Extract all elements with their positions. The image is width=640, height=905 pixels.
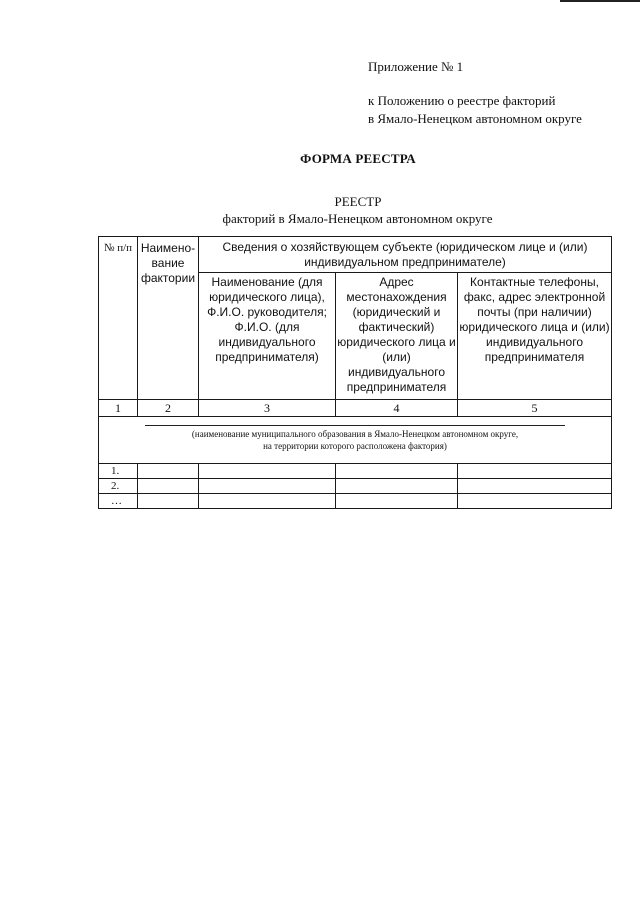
- table-cell: [138, 494, 199, 509]
- table-cell: [336, 494, 458, 509]
- header-number-label: № п/п: [103, 242, 133, 254]
- column-number: 2: [138, 400, 199, 417]
- appendix-reference-line2: в Ямало-Ненецком автономном округе: [368, 111, 582, 126]
- table-cell: [199, 464, 336, 479]
- municipality-fill-line: [145, 425, 565, 426]
- table-cell: [458, 464, 612, 479]
- column-number: 5: [458, 400, 612, 417]
- table-cell: [138, 464, 199, 479]
- header-number: [99, 237, 138, 400]
- header-entity-name-label: Наименование (для юридического лица), Ф.И.О. руководителя; Ф.И.О. (для индивидуального предпринимателя): [207, 275, 327, 364]
- header-factory-name: [138, 237, 199, 400]
- header-factory-name-label: Наимено-вание фактории: [140, 241, 196, 285]
- column-numbers-row: [99, 400, 612, 417]
- row-number: 1.: [99, 464, 138, 479]
- table-cell: [458, 479, 612, 494]
- table-cell: [336, 464, 458, 479]
- row-number: …: [99, 494, 138, 509]
- municipality-caption-line1: (наименование муниципального образования в Ямало-Ненецком автономном округе,: [191, 429, 519, 439]
- table-row: [99, 494, 612, 509]
- form-title: ФОРМА РЕЕСТРА: [300, 151, 416, 166]
- header-contacts: [458, 273, 612, 400]
- header-address-label: Адрес местонахождения (юридический и фактический) юридического лица и (или) индивидуального предпринимателя: [337, 275, 456, 394]
- header-entity-name: [199, 273, 336, 400]
- table-cell: [199, 494, 336, 509]
- top-edge-rule: [560, 0, 640, 2]
- registry-title: РЕЕСТР: [334, 194, 382, 209]
- registry-heading: [0, 193, 640, 227]
- appendix-block: [368, 58, 582, 128]
- header-row: [99, 237, 612, 273]
- appendix-title: Приложение № 1: [368, 59, 464, 74]
- row-number: 2.: [99, 479, 138, 494]
- table-cell: [138, 479, 199, 494]
- table-cell: [336, 479, 458, 494]
- header-entity-info-label: Сведения о хозяйствующем субъекте (юридическом лице и (или) индивидуальном предпринимателе): [222, 240, 588, 269]
- table-cell: [458, 494, 612, 509]
- column-number: 4: [336, 400, 458, 417]
- column-number: 1: [99, 400, 138, 417]
- table-row: [99, 464, 612, 479]
- table-cell: [199, 479, 336, 494]
- table-row: [99, 479, 612, 494]
- header-entity-info: [199, 237, 612, 273]
- municipality-caption-line2: на территории которого расположена фактория): [263, 441, 447, 451]
- column-number: 3: [199, 400, 336, 417]
- header-address: [336, 273, 458, 400]
- municipality-row: [99, 417, 612, 464]
- appendix-reference-line1: к Положению о реестре факторий: [368, 93, 556, 108]
- municipality-cell: [99, 417, 612, 464]
- registry-subtitle: факторий в Ямало-Ненецком автономном округе: [222, 211, 493, 226]
- header-contacts-label: Контактные телефоны, факс, адрес электронной почты (при наличии) юридического лица и (или) индивидуального предпринимателя: [459, 275, 610, 364]
- registry-table: [98, 236, 612, 509]
